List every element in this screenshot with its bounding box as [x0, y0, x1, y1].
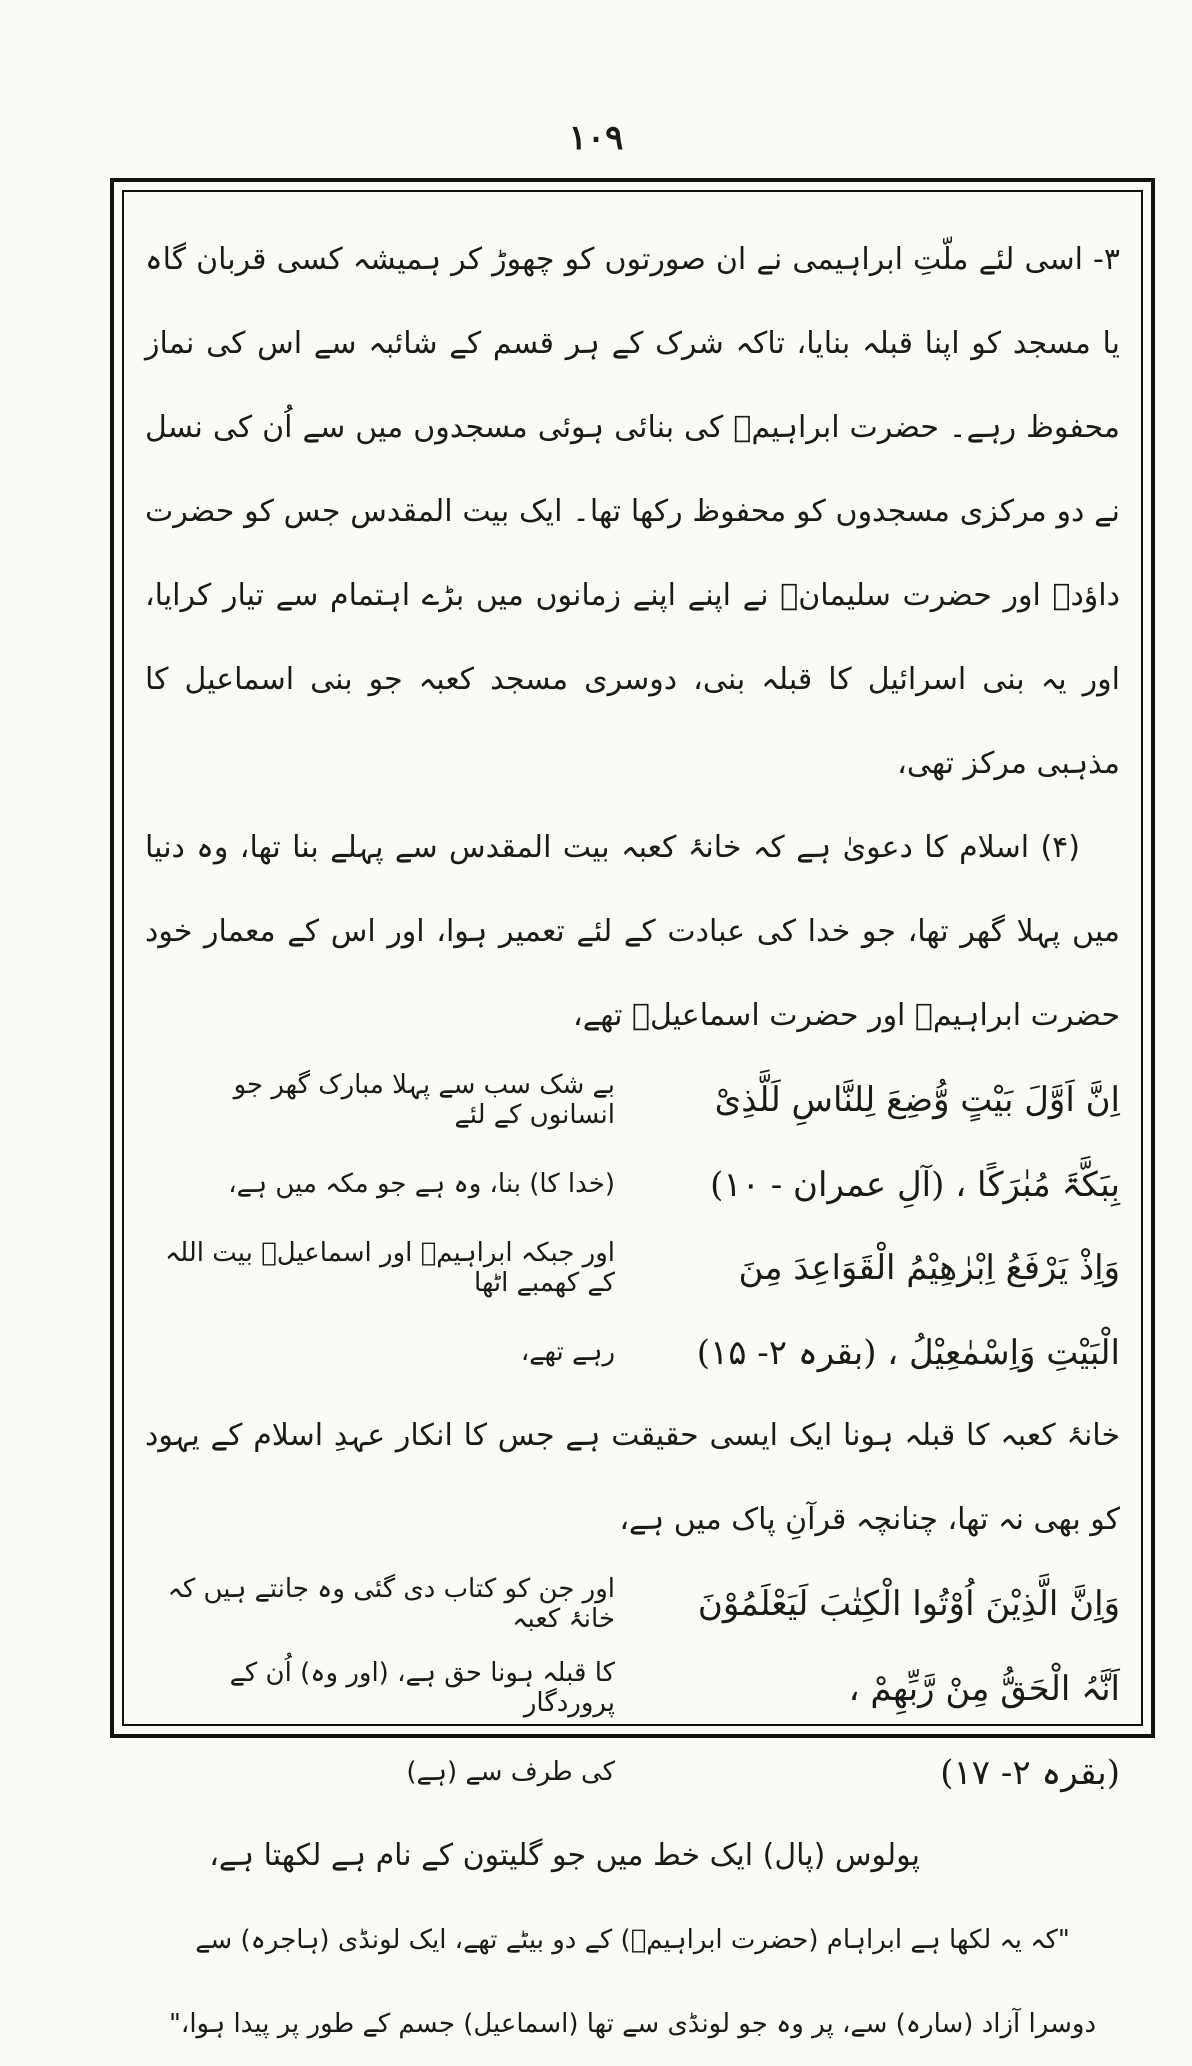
paragraph-2: (۴) اسلام کا دعویٰ ہے کہ خانۂ کعبہ بیت المقدس سے پہلے بنا تھا، وہ دنیا میں پہلا گھر تھا، جو خدا کی عبادت کے لئے تعمیر ہوا، اور اس کے معمار خود حضرت ابراہیمؑ اور حضرت اسماعیلؑ تھے،	[145, 830, 1120, 1033]
quote-line-1: "کہ یہ لکھا ہے ابراہام (حضرت ابراہیمؑ) کے دو بیٹے تھے، ایک لونڈی (ہاجرہ) سے	[195, 1925, 1070, 1955]
verse-translation: (خدا کا) بنا، وہ ہے جو مکہ میں ہے،	[228, 1169, 615, 1199]
verse-row	[145, 1730, 1120, 1814]
verse-translation: رہے تھے،	[520, 1337, 615, 1367]
verse-reference: (بقرہ ۲- ۱۷)	[940, 1752, 1120, 1793]
verse-row	[145, 1058, 1120, 1142]
paragraph-1: ۳- اسی لئے ملّتِ ابراہیمی نے ان صورتوں کو چھوڑ کر ہمیشہ کسی قربان گاہ یا مسجد کو اپنا قبلہ بنایا، تاکہ شرک کے ہر قسم کے شائبہ سے اس کی نماز محفوظ رہے۔ حضرت ابراہیمؑ کی بنائی ہوئی مسجدوں میں سے اُن کی نسل نے دو مرکزی مسجدوں کو محفوظ رکھا تھا۔ ایک بیت المقدس جس کو حضرت داؤدؑ اور حضرت سلیمانؑ نے اپنے اپنے زمانوں میں بڑے اہتمام سے تیار کرایا، اور یہ بنی اسرائیل کا قبلہ بنی، دوسری مسجد کعبہ جو بنی اسماعیل کا مذہبی مرکز تھی،	[145, 242, 1120, 781]
page-content	[145, 218, 1120, 2039]
verse-arabic: الْبَیْتِ وَاِسْمٰعِیْلُ ، (بقرہ ۲- ۱۵)	[696, 1332, 1120, 1373]
verse-arabic: وَاِنَّ الَّذِیْنَ اُوْتُوا الْکِتٰبَ لَیَعْلَمُوْنَ	[697, 1584, 1120, 1624]
verse-translation: اور جبکہ ابراہیمؑ اور اسماعیلؑ بیت اللہ کے کھمبے اٹھا	[165, 1238, 615, 1298]
verse-translation: کا قبلہ ہونا حق ہے، (اور وہ) اُن کے پروردگار	[229, 1658, 615, 1718]
verse-translation: کی طرف سے (ہے)	[406, 1757, 615, 1787]
paragraph-4: پولوس (پال) ایک خط میں جو گلیتون کے نام ہے لکھتا ہے،	[209, 1838, 920, 1873]
page-number: ۱۰۹	[568, 118, 624, 158]
verse-row	[145, 1646, 1120, 1730]
verse-arabic: اَنَّہُ الْحَقُّ مِنْ رَّبِّھِمْ ،	[848, 1668, 1120, 1709]
verse-row	[145, 1562, 1120, 1646]
verse-arabic: بِبَکَّۃَ مُبٰرَکًا ، (آلِ عمران - ۱۰)	[710, 1164, 1120, 1205]
verse-arabic: وَاِذْ یَرْفَعُ اِبْرٰھِیْمُ الْقَوَاعِدَ مِنَ	[738, 1248, 1120, 1288]
verse-block-2	[145, 1562, 1120, 1814]
verse-block-1	[145, 1058, 1120, 1394]
verse-row	[145, 1226, 1120, 1310]
verse-translation: بے شک سب سے پہلا مبارک گھر جو انسانوں کے لئے	[233, 1070, 615, 1130]
paragraph-3: خانۂ کعبہ کا قبلہ ہونا ایک ایسی حقیقت ہے جس کا انکار عہدِ اسلام کے یہود کو بھی نہ تھا، چنانچہ قرآنِ پاک میں ہے،	[145, 1418, 1120, 1537]
verse-arabic: اِنَّ اَوَّلَ بَیْتٍ وُّضِعَ لِلنَّاسِ لَلَّذِیْ	[714, 1080, 1120, 1120]
verse-row	[145, 1142, 1120, 1226]
verse-row	[145, 1310, 1120, 1394]
verse-translation: اور جن کو کتاب دی گئی وہ جانتے ہیں کہ خانۂ کعبہ	[167, 1574, 615, 1634]
quote-line-2: دوسرا آزاد (سارہ) سے، پر وہ جو لونڈی سے تھا (اسماعیل) جسم کے طور پر پیدا ہوا،"	[168, 2009, 1097, 2039]
